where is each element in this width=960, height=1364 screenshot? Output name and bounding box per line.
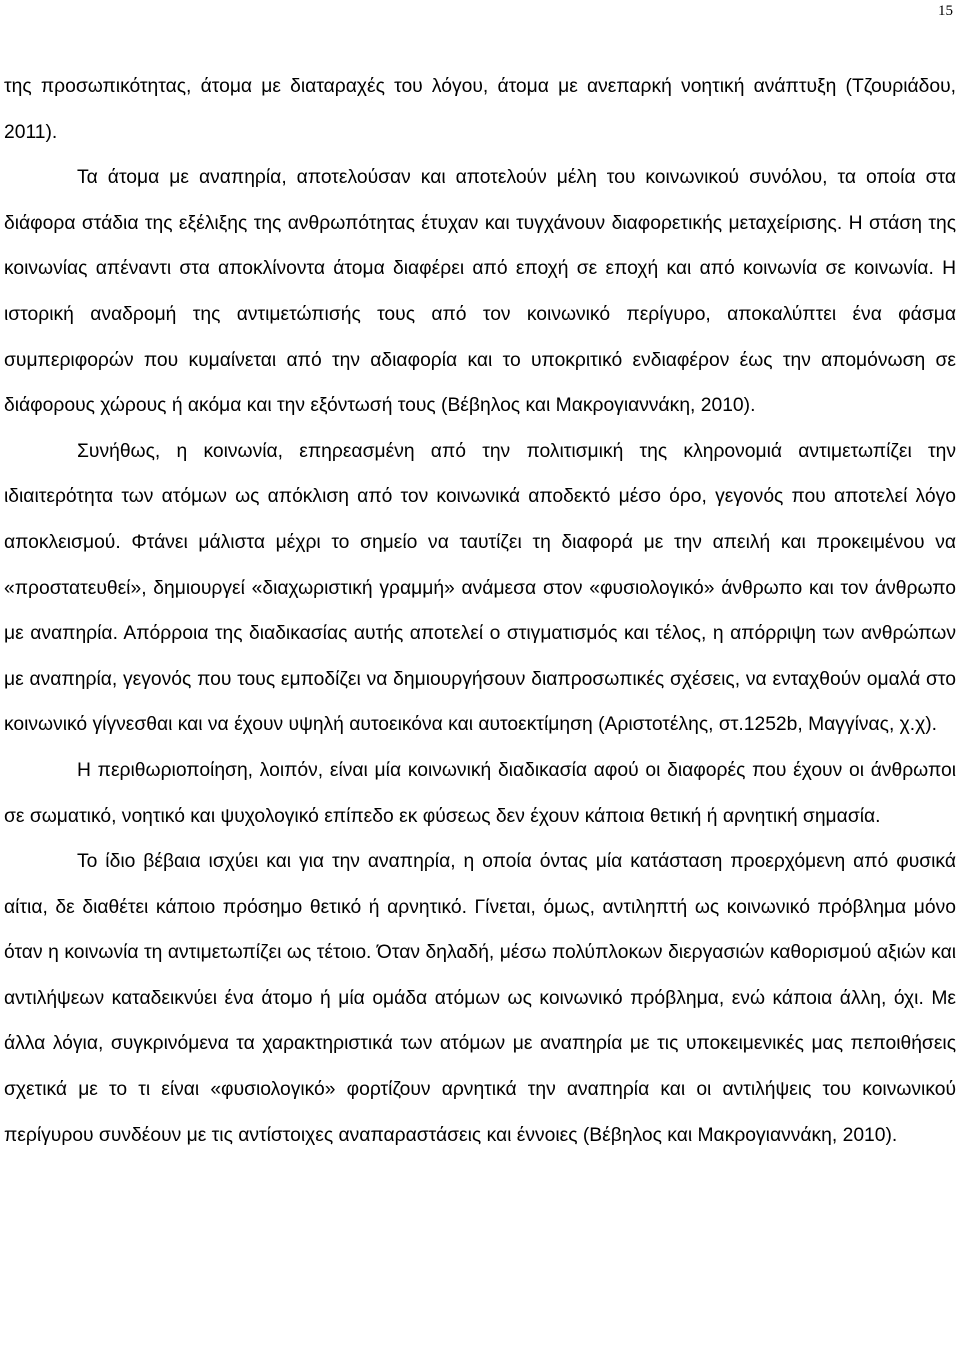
paragraph-continuation: της προσωπικότητας, άτομα με διαταραχές του λόγου, άτομα με ανεπαρκή νοητική ανάπτυξη (Τζουριάδου, 2011). — [4, 76, 956, 143]
paragraph-society-deviation: Συνήθως, η κοινωνία, επηρεασμένη από την πολιτισμική της κληρονομιά αντιμετωπίζει την ιδιαιτερότητα των ατόμων ως απόκλιση από τον κοινωνικά αποδεκτό μέσο όρο, γεγονός που αποτελεί λόγο αποκλεισμού. Φτάνει μάλιστα μέχρι το σημείο να ταυτίζει τη διαφορά με την απειλή και προκειμένου να «προστατευθεί», δημιουργεί «διαχωριστική γραμμή» ανάμεσα στον «φυσιολογικό» άνθρωπο και τον άνθρωπο με αναπηρία. Απόρροια της διαδικασίας αυτής αποτελεί ο στιγματισμός και τέλος, η απόρριψη των ανθρώπων με αναπηρία, γεγονός που τους εμποδίζει να δημιουργήσουν διαπροσωπικές σχέσεις, να ενταχθούν ομαλά στο κοινωνικό γίγνεσθαι και να έχουν υψηλή αυτοεικόνα και αυτοεκτίμηση (Αριστοτέλης, στ.1252b, Μαγγίνας, χ.χ). — [4, 440, 956, 736]
paragraph-marginalization: Η περιθωριοποίηση, λοιπόν, είναι μία κοινωνική διαδικασία αφού οι διαφορές που έχουν οι άνθρωποι σε σωματικό, νοητικό και ψυχολογικό επίπεδο εκ φύσεως δεν έχουν κάποια θετική ή αρνητική σημασία. — [4, 759, 956, 827]
document-body — [4, 64, 956, 1158]
paragraph-disability-treatment: Τα άτομα με αναπηρία, αποτελούσαν και αποτελούν μέλη του κοινωνικού συνόλου, τα οποία στα διάφορα στάδια της εξέλιξης της ανθρωπότητας έτυχαν και τυγχάνουν διαφορετικής μεταχείρισης. Η στάση της κοινωνίας απέναντι στα αποκλίνοντα άτομα διαφέρει από εποχή σε εποχή και από κοινωνία σε κοινωνία. Η ιστορική αναδρομή της αντιμετώπισής τους από τον κοινωνικό περίγυρο, αποκαλύπτει ένα φάσμα συμπεριφορών που κυμαίνεται από την αδιαφορία και το υποκριτικό ενδιαφέρον έως την απομόνωση σε διάφορους χώρους ή ακόμα και την εξόντωσή τους (Βέβηλος και Μακρογιαννάκη, 2010). — [4, 167, 956, 417]
page-number: 15 — [938, 3, 953, 19]
paragraph-disability-social-problem: Το ίδιο βέβαια ισχύει και για την αναπηρία, η οποία όντας μία κατάσταση προερχόμενη από φυσικά αίτια, δε διαθέτει κάποιο πρόσημο θετικό ή αρνητικό. Γίνεται, όμως, αντιληπτή ως κοινωνικό πρόβλημα μόνο όταν η κοινωνία τη αντιμετωπίζει ως τέτοιο. Όταν δηλαδή, μέσω πολύπλοκων διεργασιών καθορισμού αξιών και αντιλήψεων καταδεικνύει ένα άτομο ή μία ομάδα ατόμων ως κοινωνικό πρόβλημα, ενώ κάποια άλλη, όχι. Με άλλα λόγια, συγκρινόμενα τα χαρακτηριστικά των ατόμων με αναπηρία με τις υποκειμενικές μας πεποιθήσεις σχετικά με το τι είναι «φυσιολογικό» φορτίζουν αρνητικά την αναπηρία και οι αντιλήψεις του κοινωνικού περίγυρου συνδέουν με τις αντίστοιχες αναπαραστάσεις και έννοιες (Βέβηλος και Μακρογιαννάκη, 2010). — [4, 851, 956, 1146]
